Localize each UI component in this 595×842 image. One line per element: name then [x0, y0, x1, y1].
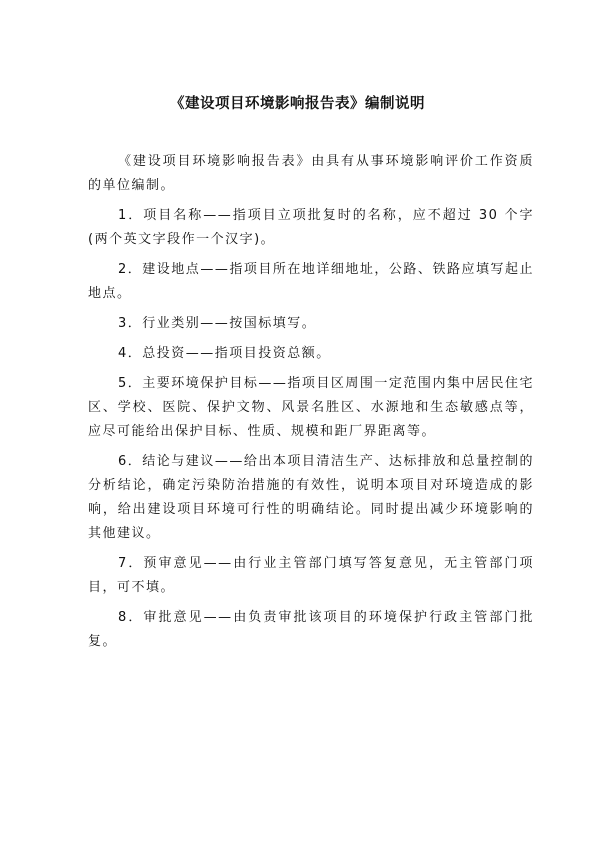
- paragraph-item-6: 6．结论与建议——给出本项目清洁生产、达标排放和总量控制的分析结论，确定污染防治措施的有效性，说明本项目对环境造成的影响，给出建设项目环境可行性的明确结论。同时提出减少环境影响的其他建议。: [88, 454, 534, 541]
- document-title: 《建设项目环境影响报告表》编制说明: [170, 96, 425, 112]
- paragraph-item-1: 1．项目名称——指项目立项批复时的名称，应不超过 30 个字(两个英文字段作一个汉字)。: [88, 208, 534, 247]
- paragraph-item-4: 4．总投资——指项目投资总额。: [118, 346, 331, 361]
- paragraph-item-2: 2．建设地点——指项目所在地详细地址，公路、铁路应填写起止地点。: [88, 262, 534, 301]
- paragraph-item-8: 8．审批意见——由负责审批该项目的环境保护行政主管部门批复。: [88, 610, 534, 649]
- paragraph-item-3: 3．行业类别——按国标填写。: [118, 316, 317, 331]
- paragraph-item-7: 7．预审意见——由行业主管部门填写答复意见，无主管部门项目，可不填。: [88, 556, 534, 595]
- paragraph-item-5: 5．主要环境保护目标——指项目区周围一定范围内集中居民住宅区、学校、医院、保护文物、风景名胜区、水源地和生态敏感点等，应尽可能给出保护目标、性质、规模和距厂界距离等。: [88, 376, 534, 439]
- paragraph-intro: 《建设项目环境影响报告表》由具有从事环境影响评价工作资质的单位编制。: [88, 154, 534, 193]
- document-body: [88, 150, 534, 660]
